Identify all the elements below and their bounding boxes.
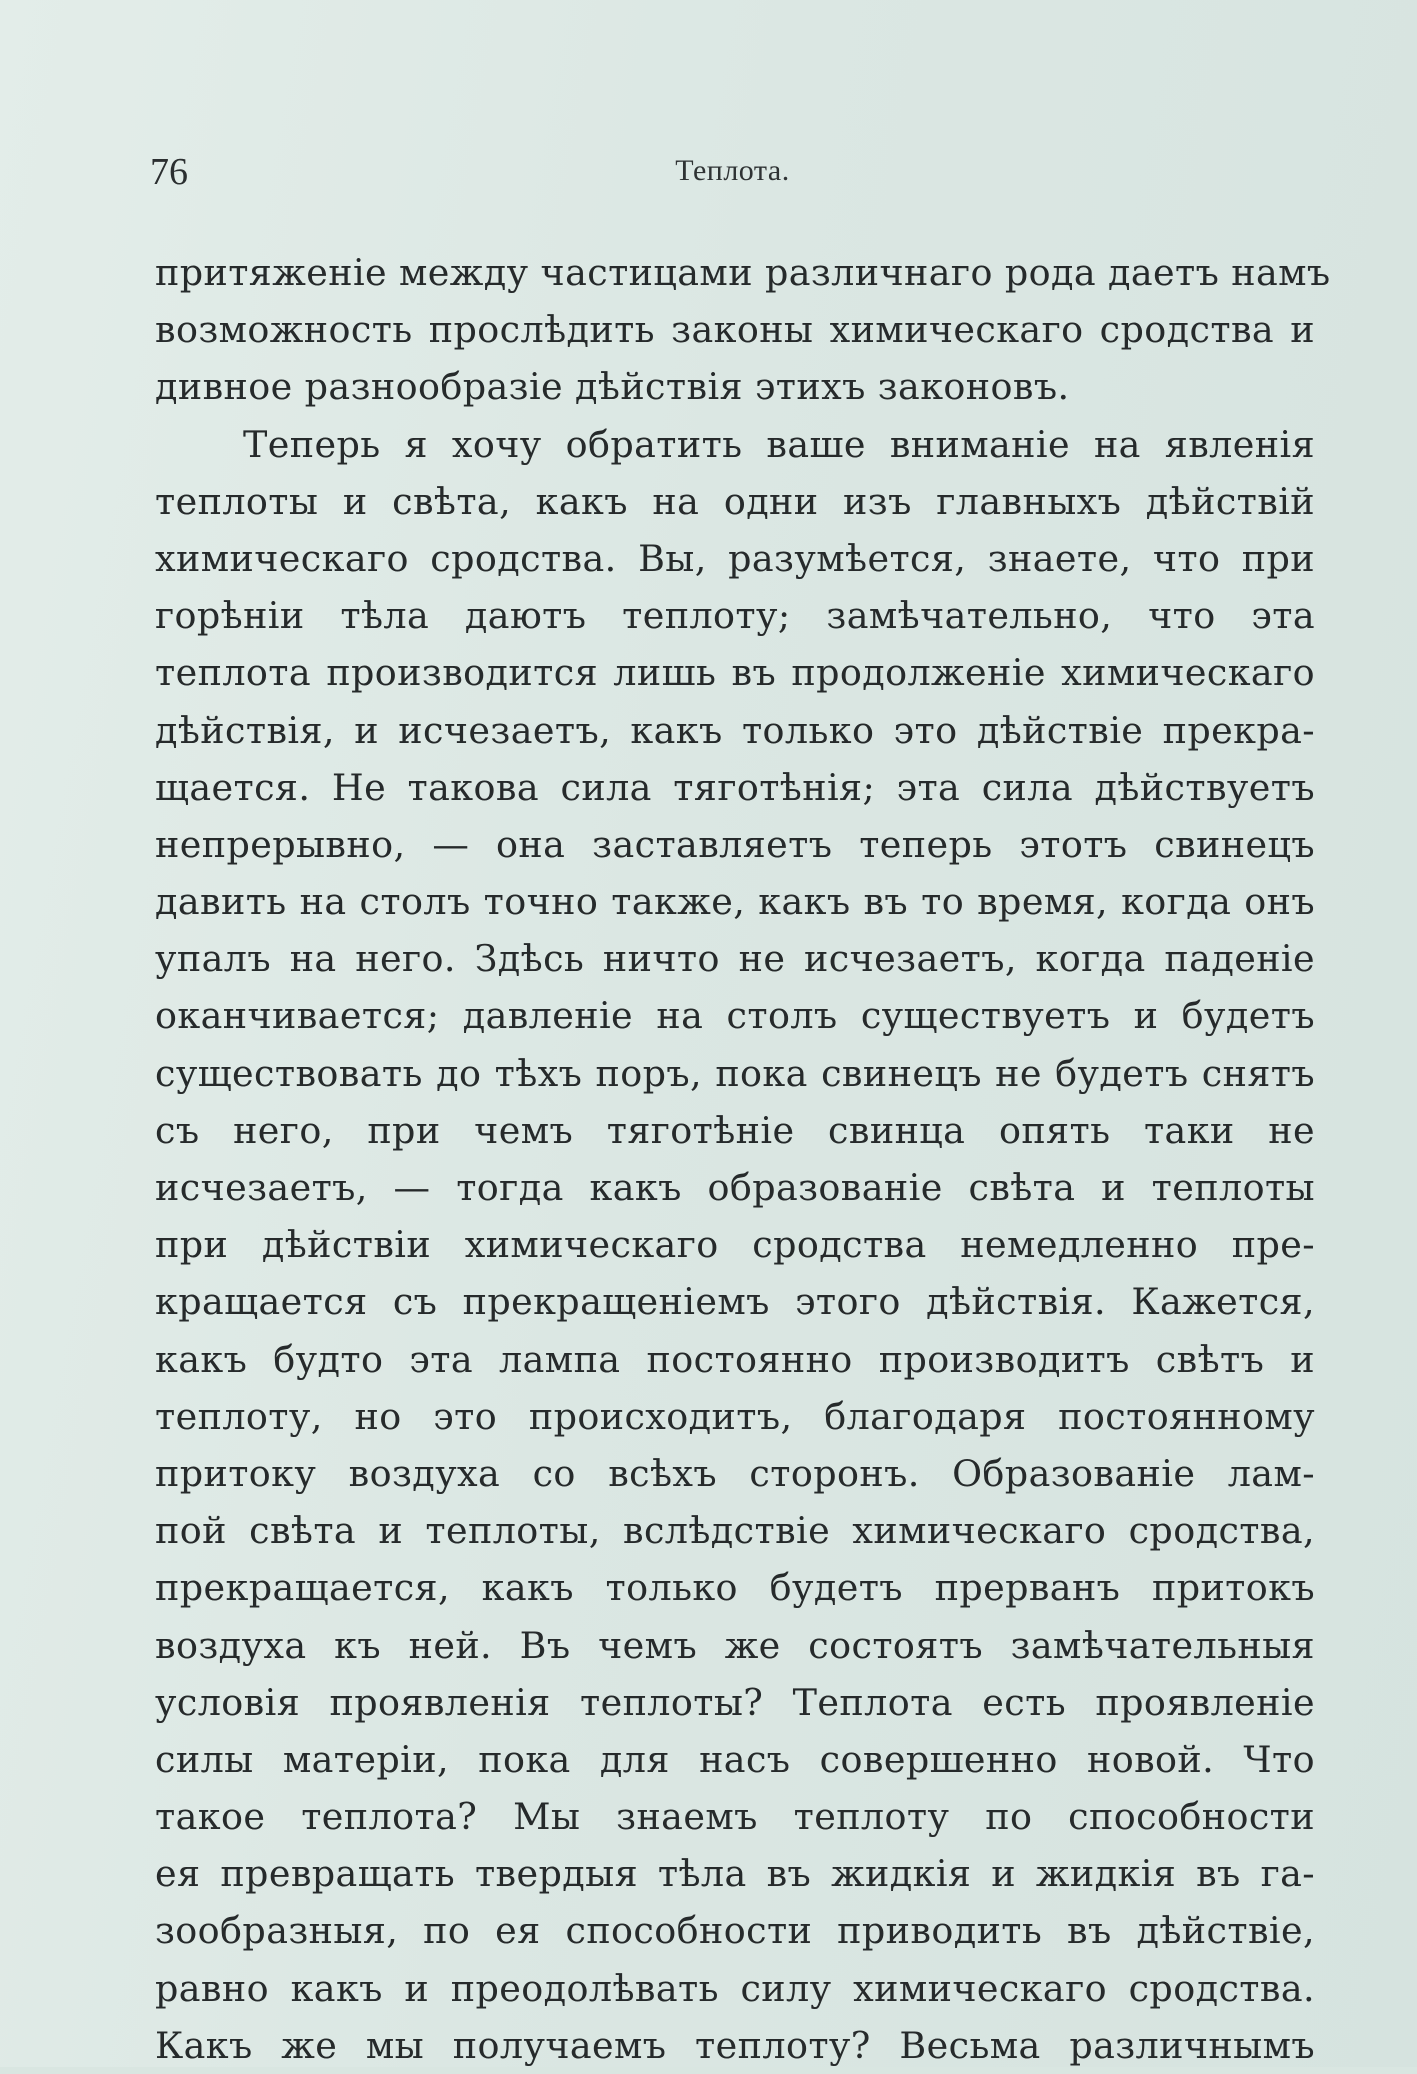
text-line: воздуха къ ней. Въ чемъ же состоятъ замѣчательныя: [155, 1623, 1315, 1667]
text-line: при дѣйствіи химическаго сродства немедленно пре-: [155, 1223, 1315, 1267]
text-line: теплота производится лишь въ продолженіе химическаго: [155, 651, 1315, 695]
text-line: теплоты и свѣта, какъ на одни изъ главныхъ дѣйствій: [155, 479, 1315, 523]
text-line: оканчивается; давленіе на столъ существуетъ и будетъ: [155, 994, 1315, 1038]
text-line: горѣніи тѣла даютъ теплоту; замѣчательно, что эта: [155, 594, 1315, 638]
text-line: существовать до тѣхъ поръ, пока свинецъ не будетъ снятъ: [155, 1051, 1315, 1095]
page-number: 76: [150, 151, 188, 193]
text-line: условія проявленія теплоты? Теплота есть проявленіе: [155, 1680, 1315, 1724]
text-line: Какъ же мы получаемъ теплоту? Весьма различнымъ: [155, 2023, 1315, 2067]
text-line: щается. Не такова сила тяготѣнія; эта сила дѣйствуетъ: [155, 765, 1315, 809]
text-line: теплоту, но это происходитъ, благодаря постоянному: [155, 1394, 1315, 1438]
text-line: дивное разнообразіе дѣйствія этихъ законовъ.: [155, 365, 1070, 409]
text-line: возможность прослѣдить законы химическаго сродства и: [155, 308, 1315, 352]
text-line: силы матеріи, пока для насъ совершенно новой. Что: [155, 1737, 1315, 1781]
text-line: исчезаетъ, — тогда какъ образованіе свѣта и теплоты: [155, 1166, 1315, 1209]
text-line: какъ будто эта лампа постоянно производитъ свѣтъ и: [155, 1337, 1315, 1381]
text-line: кращается съ прекращеніемъ этого дѣйствія. Кажется,: [155, 1280, 1315, 1324]
text-line: давить на столъ точно также, какъ въ то время, когда онъ: [155, 880, 1315, 924]
text-line: пой свѣта и теплоты, вслѣдствіе химическаго сродства,: [155, 1509, 1315, 1553]
text-line: прекращается, какъ только будетъ прерванъ притокъ: [155, 1566, 1315, 1610]
text-line: такое теплота? Мы знаемъ теплоту по способности: [155, 1795, 1315, 1839]
text-line: упалъ на него. Здѣсь ничто не исчезаетъ, когда паденіе: [155, 937, 1315, 981]
text-line: съ него, при чемъ тяготѣніе свинца опять таки не: [155, 1108, 1315, 1152]
text-line: ея превращать твердыя тѣла въ жидкія и жидкія въ га-: [155, 1852, 1315, 1896]
text-line: притоку воздуха со всѣхъ сторонъ. Образованіе лам-: [155, 1451, 1315, 1495]
text-line: равно какъ и преодолѣвать силу химическаго сродства.: [155, 1966, 1315, 2010]
text-line: зообразныя, по ея способности приводить въ дѣйствіе,: [155, 1909, 1315, 1953]
text-line: химическаго сродства. Вы, разумѣется, знаете, что при: [155, 536, 1315, 580]
text-line: непрерывно, — она заставляетъ теперь этотъ свинецъ: [155, 822, 1315, 866]
paragraph-start-line: Теперь я хочу обратить ваше вниманіе на явленія: [243, 422, 1315, 466]
text-line: притяженіе между частицами различнаго рода даетъ намъ: [155, 251, 1331, 294]
running-header: [150, 150, 1315, 200]
running-title: Теплота.: [675, 154, 790, 187]
body-text: [155, 244, 1331, 2074]
text-line: дѣйствія, и исчезаетъ, какъ только это дѣйствіе прекра-: [155, 708, 1315, 752]
